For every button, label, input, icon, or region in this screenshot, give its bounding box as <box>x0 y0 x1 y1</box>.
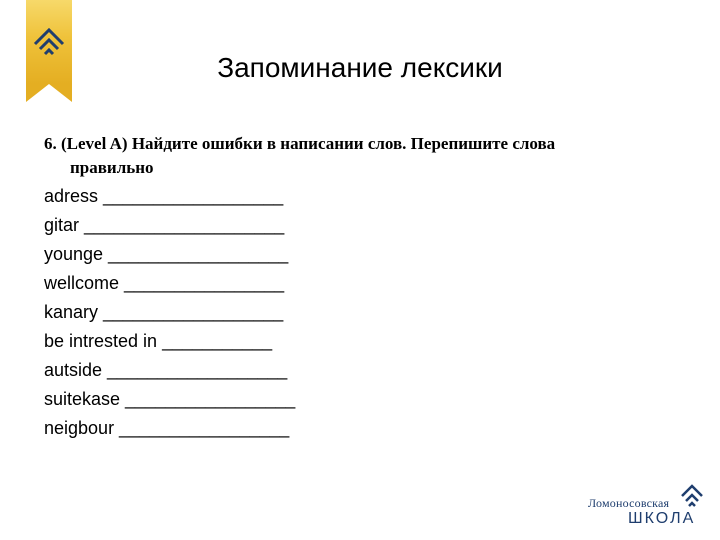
task-line-2: правильно <box>70 158 154 177</box>
logo-text-bottom: ШКОЛА <box>628 510 696 527</box>
slide-title: Запоминание лексики <box>217 52 503 83</box>
task-instruction <box>44 132 684 180</box>
word-item: gitar ____________________ <box>44 215 285 235</box>
word-item: wellcome ________________ <box>44 273 285 293</box>
word-item: suitekase _________________ <box>44 389 296 409</box>
word-item: neigbour _________________ <box>44 418 290 438</box>
word-item: younge __________________ <box>44 244 289 264</box>
logo-text-top: Ломоносовская <box>588 496 670 510</box>
task-line-1: 6. (Level A) Найдите ошибки в написании слов. Перепишите слова <box>44 134 556 153</box>
word-list <box>44 182 295 443</box>
logo-emblem-icon <box>680 482 704 512</box>
word-item: be intrested in ___________ <box>44 331 273 351</box>
school-logo <box>588 482 708 526</box>
word-item: adress __________________ <box>44 186 284 206</box>
word-item: kanary __________________ <box>44 302 284 322</box>
word-item: autside __________________ <box>44 360 288 380</box>
